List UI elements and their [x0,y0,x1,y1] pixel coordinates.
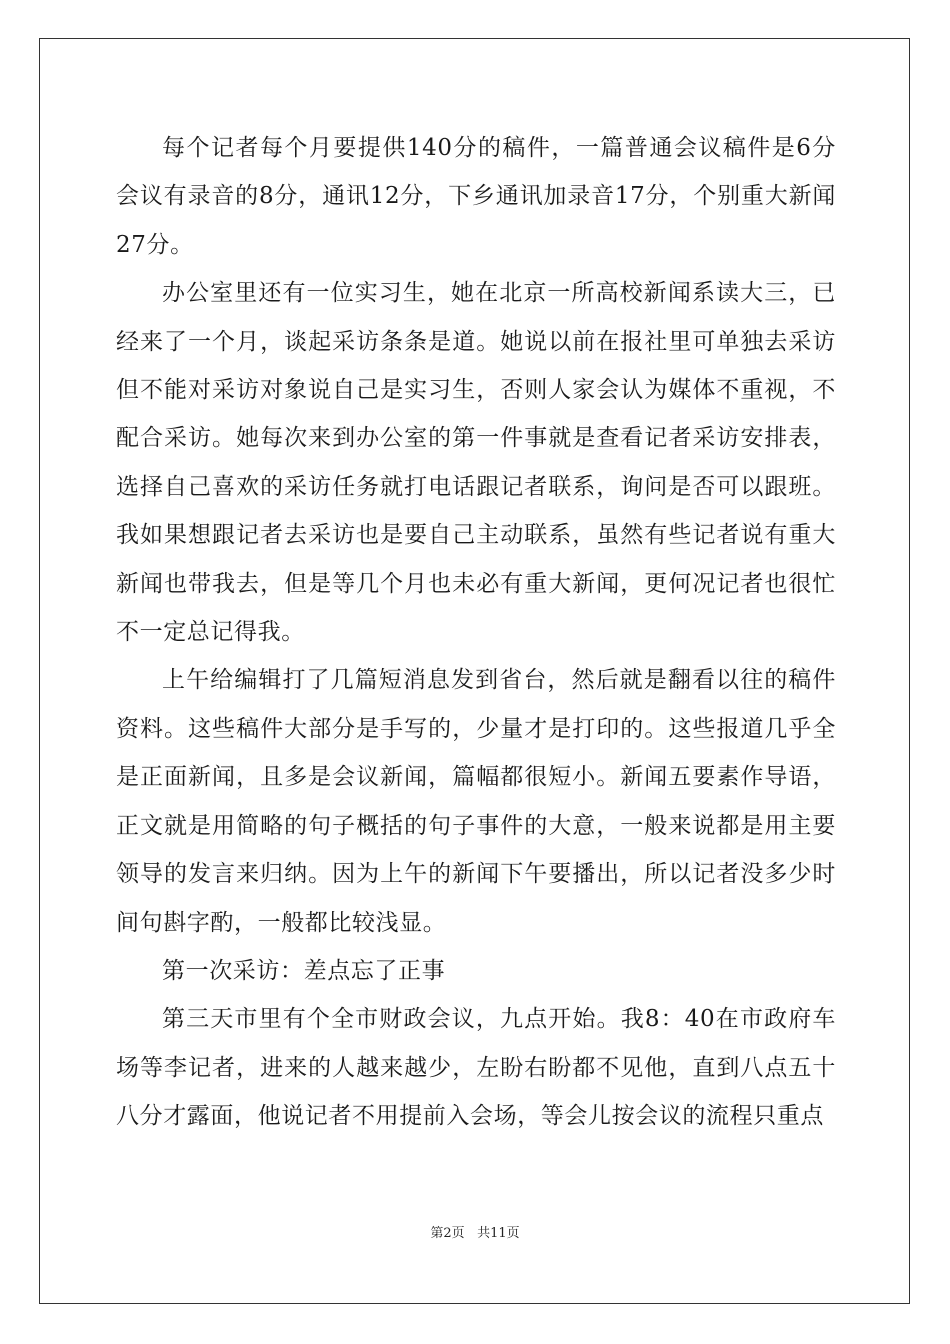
paragraph-2: 办公室里还有一位实习生，她在北京一所高校新闻系读大三，已经来了一个月，谈起采访条条是道。她说以前在报社里可单独去采访但不能对采访对象说自己是实习生，否则人家会认为媒体不重视，不配合采访。她每次来到办公室的第一件事就是查看记者采访安排表，选择自己喜欢的采访任务就打电话跟记者联系，询问是否可以跟班。我如果想跟记者去采访也是要自己主动联系，虽然有些记者说有重大新闻也带我去，但是等几个月也未必有重大新闻，更何况记者也很忙不一定总记得我。 [116,280,836,646]
page-footer [0,1222,950,1241]
paragraph-3: 上午给编辑打了几篇短消息发到省台，然后就是翻看以往的稿件资料。这些稿件大部分是手写的，少量才是打印的。这些报道几乎全是正面新闻，且多是会议新闻，篇幅都很短小。新闻五要素作导语，正文就是用简略的句子概括的句子事件的大意，一般来说都是用主要领导的发言来归纳。因为上午的新闻下午要播出，所以记者没多少时间句斟字酌，一般都比较浅显。 [116,667,836,936]
section-heading: 第一次采访：差点忘了正事 [162,957,446,984]
document-body [116,124,836,1141]
paragraph-4: 第三天市里有个全市财政会议，九点开始。我8：40在市政府车场等李记者，进来的人越来越少，左盼右盼都不见他，直到八点五十八分才露面，他说记者不用提前入会场，等会儿按会议的流程只重点 [116,1006,836,1130]
page-total: 共11页 [477,1226,520,1241]
page-number: 第2页 [430,1226,465,1241]
paragraph-1: 每个记者每个月要提供140分的稿件，一篇普通会议稿件是6分会议有录音的8分，通讯12分，下乡通讯加录音17分，个别重大新闻27分。 [116,135,836,258]
